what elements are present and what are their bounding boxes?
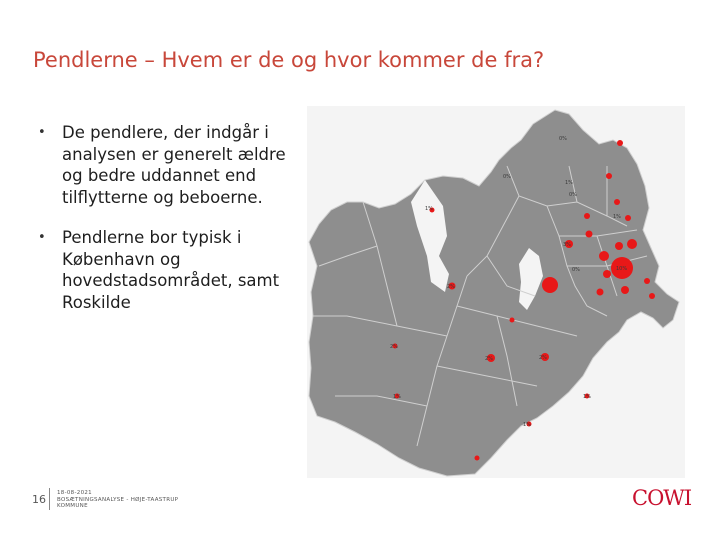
cowi-logo: COWI — [632, 486, 692, 510]
bullet-text: De pendlere, der indgår i analysen er generelt ældre og bedre uddannet end tilflytterne og beboerne. — [62, 123, 286, 207]
pct-label: 1% — [425, 206, 433, 212]
pct-label: 0% — [572, 267, 580, 273]
pct-label: 2% — [447, 284, 455, 290]
marker — [584, 213, 590, 219]
bullet-item — [38, 227, 300, 313]
marker — [615, 242, 623, 250]
footer-doc-title-2: KOMMUNE — [57, 503, 88, 509]
pct-label: 2% — [485, 356, 493, 362]
marker — [627, 239, 637, 249]
pct-label: 1% — [583, 394, 591, 400]
marker — [475, 456, 480, 461]
pct-label: 1% — [393, 394, 401, 400]
marker — [617, 140, 623, 146]
bullet-dot: • — [38, 230, 46, 245]
marker — [586, 231, 593, 238]
footer-doc-title: BOSÆTNINGSANALYSE - HØJE-TAASTRUP — [57, 496, 179, 503]
marker — [625, 215, 631, 221]
pct-label: 1% — [565, 180, 573, 186]
marker — [644, 278, 650, 284]
pct-label: 2% — [390, 344, 398, 350]
bullet-list — [38, 122, 300, 332]
commuter-origin-map — [307, 106, 685, 478]
footer-date: 18-08-2021 — [57, 490, 92, 496]
pct-label: 2% — [539, 355, 547, 361]
marker — [599, 251, 609, 261]
marker — [603, 270, 611, 278]
pct-label: 0% — [503, 174, 511, 180]
pct-label: 0% — [569, 192, 577, 198]
pct-label: 1% — [523, 422, 531, 428]
pct-label: 0% — [559, 136, 567, 142]
footer-meta — [57, 490, 178, 510]
marker — [597, 289, 604, 296]
footer-divider — [49, 488, 50, 510]
marker — [510, 318, 515, 323]
bullet-item — [38, 122, 300, 208]
bullet-text: Pendlerne bor typisk i København og hovedstadsområdet, samt Roskilde — [62, 228, 280, 312]
pct-label: 1% — [613, 214, 621, 220]
marker-roskilde — [542, 277, 558, 293]
page-number: 16 — [32, 493, 46, 506]
pct-label: 10% — [616, 266, 628, 272]
marker — [649, 293, 655, 299]
marker — [614, 199, 620, 205]
bullet-dot: • — [38, 125, 46, 140]
map-svg — [307, 106, 685, 478]
marker — [621, 286, 629, 294]
marker — [606, 173, 612, 179]
slide-title: Pendlerne – Hvem er de og hvor kommer de fra? — [33, 48, 545, 72]
pct-label: 3% — [563, 242, 571, 248]
